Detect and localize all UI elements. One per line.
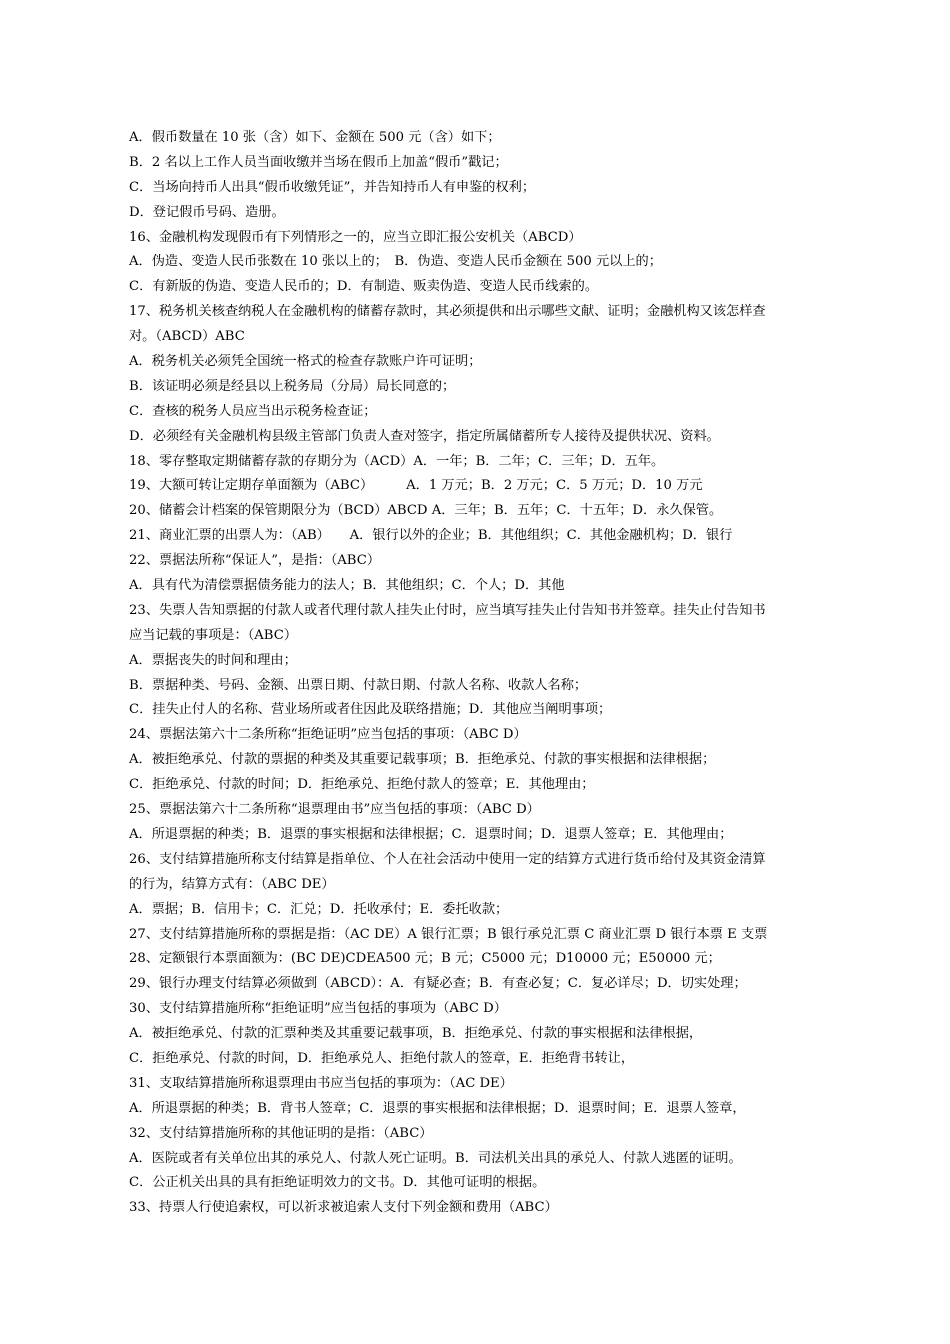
text-line: A．医院或者有关单位出其的承兑人、付款人死亡证明。B．司法机关出具的承兑人、付款人逃匿的证明。 [129, 1150, 742, 1166]
question-line: 28、定额银行本票面额为：(BC DE)CDEA500 元；B 元；C5000 元；D10000 元；E50000 元； [129, 951, 721, 967]
text-line: A．具有代为清偿票据债务能力的法人；B．其他组织；C．个人；D．其他 [129, 578, 565, 594]
question-line: 16、金融机构发现假币有下列情形之一的，应当立即汇报公安机关（ABCD） [129, 229, 582, 245]
question-line: 27、支付结算措施所称的票据是指：（AC DE）A 银行汇票；B 银行承兑汇票 C 商业汇票 D 银行本票 E 支票 [129, 926, 768, 942]
question-line: 20、储蓄会计档案的保管期限分为（BCD）ABCD A．三年；B．五年；C．十五年；D．永久保管。 [129, 503, 723, 519]
text-line: A．被拒绝承兑、付款的票据的种类及其重要记载事项；B．拒绝承兑、付款的事实根据和法律根据； [129, 752, 716, 768]
text-line: B．票据种类、号码、金额、出票日期、付款日期、付款人名称、收款人名称； [129, 677, 588, 693]
text-line: C．公正机关出具的具有拒绝证明效力的文书。D．其他可证明的根据。 [129, 1175, 546, 1191]
text-line: D．登记假币号码、造册。 [129, 204, 285, 220]
question-line: 19、大额可转让定期存单面额为（ABC） A．1 万元；B．2 万元；C．5 万元；D．10 万元 [129, 478, 703, 494]
question-line: 30、支付结算措施所称“拒绝证明”应当包括的事项为（ABC D） [129, 1001, 507, 1017]
question-line: 33、持票人行使追索权，可以祈求被追索人支付下列金额和费用（ABC） [129, 1200, 558, 1216]
question-line: 26、支付结算措施所称支付结算是指单位、个人在社会活动中使用一定的结算方式进行货币给付及其资金清算 [129, 851, 766, 867]
text-line: 的行为，结算方式有：（ABC DE） [129, 876, 335, 892]
text-line: A．假币数量在 10 张（含）如下、金额在 500 元（含）如下； [129, 130, 501, 145]
question-line: 17、税务机关核查纳税人在金融机构的储蓄存款时，其必须提供和出示哪些文献、证明；金融机构又该怎样查 [129, 304, 766, 320]
document-body [129, 126, 829, 1221]
question-line: 24、票据法第六十二条所称“拒绝证明”应当包括的事项：（ABC D） [129, 727, 527, 743]
text-line: A．伪造、变造人民币张数在 10 张以上的； B．伪造、变造人民币金额在 500 元以上的； [129, 254, 662, 270]
question-line: 32、支付结算措施所称的其他证明的是指：（ABC） [129, 1125, 433, 1141]
text-line: C．拒绝承兑、付款的时间；D．拒绝承兑、拒绝付款人的签章；E．其他理由； [129, 777, 595, 793]
text-line: 对。（ABCD）ABC [129, 329, 245, 345]
text-line: C．有新版的伪造、变造人民币的；D．有制造、贩卖伪造、变造人民币线索的。 [129, 279, 599, 295]
text-line: D．必须经有关金融机构县级主管部门负责人查对签字，指定所属储蓄所专人接待及提供状况、资料。 [129, 428, 720, 444]
text-line: B．2 名以上工作人员当面收缴并当场在假币上加盖“假币”戳记； [129, 154, 508, 170]
text-line: A．所退票据的种类；B．退票的事实根据和法律根据；C．退票时间；D．退票人签章；E．其他理由； [129, 826, 733, 842]
text-line: 应当记载的事项是：（ABC） [129, 627, 298, 643]
question-line: 29、银行办理支付结算必须做到（ABCD）：A．有疑必查；B．有查必复；C．复必详尽；D．切实处理； [129, 976, 747, 992]
text-line: A．票据丧失的时间和理由； [129, 652, 297, 668]
text-line: A．所退票据的种类；B．背书人签章；C．退票的事实根据和法律根据；D．退票时间；E．退票人签章， [129, 1100, 746, 1116]
question-line: 18、零存整取定期储蓄存款的存期分为（ACD）A．一年；B．二年；C．三年；D．五年。 [129, 453, 665, 469]
text-line: B．该证明必须是经县以上税务局（分局）局长同意的； [129, 378, 456, 394]
text-line: C．当场向持币人出具“假币收缴凭证”，并告知持币人有申鉴的权利； [129, 179, 536, 195]
text-line: A．被拒绝承兑、付款的汇票种类及其重要记载事项，B．拒绝承兑、付款的事实根据和法律根据， [129, 1026, 703, 1042]
text-line: C．查核的税务人员应当出示税务检查证； [129, 403, 377, 419]
text-line: C．挂失止付人的名称、营业场所或者住因此及联络措施；D．其他应当阐明事项； [129, 702, 612, 718]
question-line: 31、支取结算措施所称退票理由书应当包括的事项为：（AC DE） [129, 1075, 513, 1091]
question-line: 23、失票人告知票据的付款人或者代理付款人挂失止付时，应当填写挂失止付告知书并签章。挂失止付告知书 [129, 602, 766, 618]
text-line: C．拒绝承兑、付款的时间，D．拒绝承兑人、拒绝付款人的签章，E．拒绝背书转让， [129, 1050, 635, 1066]
question-line: 21、商业汇票的出票人为：（AB） A．银行以外的企业；B．其他组织；C．其他金融机构；D．银行 [129, 528, 733, 544]
question-line: 22、票据法所称“保证人”，是指：（ABC） [129, 553, 381, 569]
text-line: A．税务机关必须凭全国统一格式的检查存款账户许可证明； [129, 354, 482, 370]
text-line: A．票据；B．信用卡；C．汇兑；D．托收承付；E．委托收款； [129, 901, 509, 917]
question-line: 25、票据法第六十二条所称“退票理由书”应当包括的事项：（ABC D） [129, 802, 540, 818]
